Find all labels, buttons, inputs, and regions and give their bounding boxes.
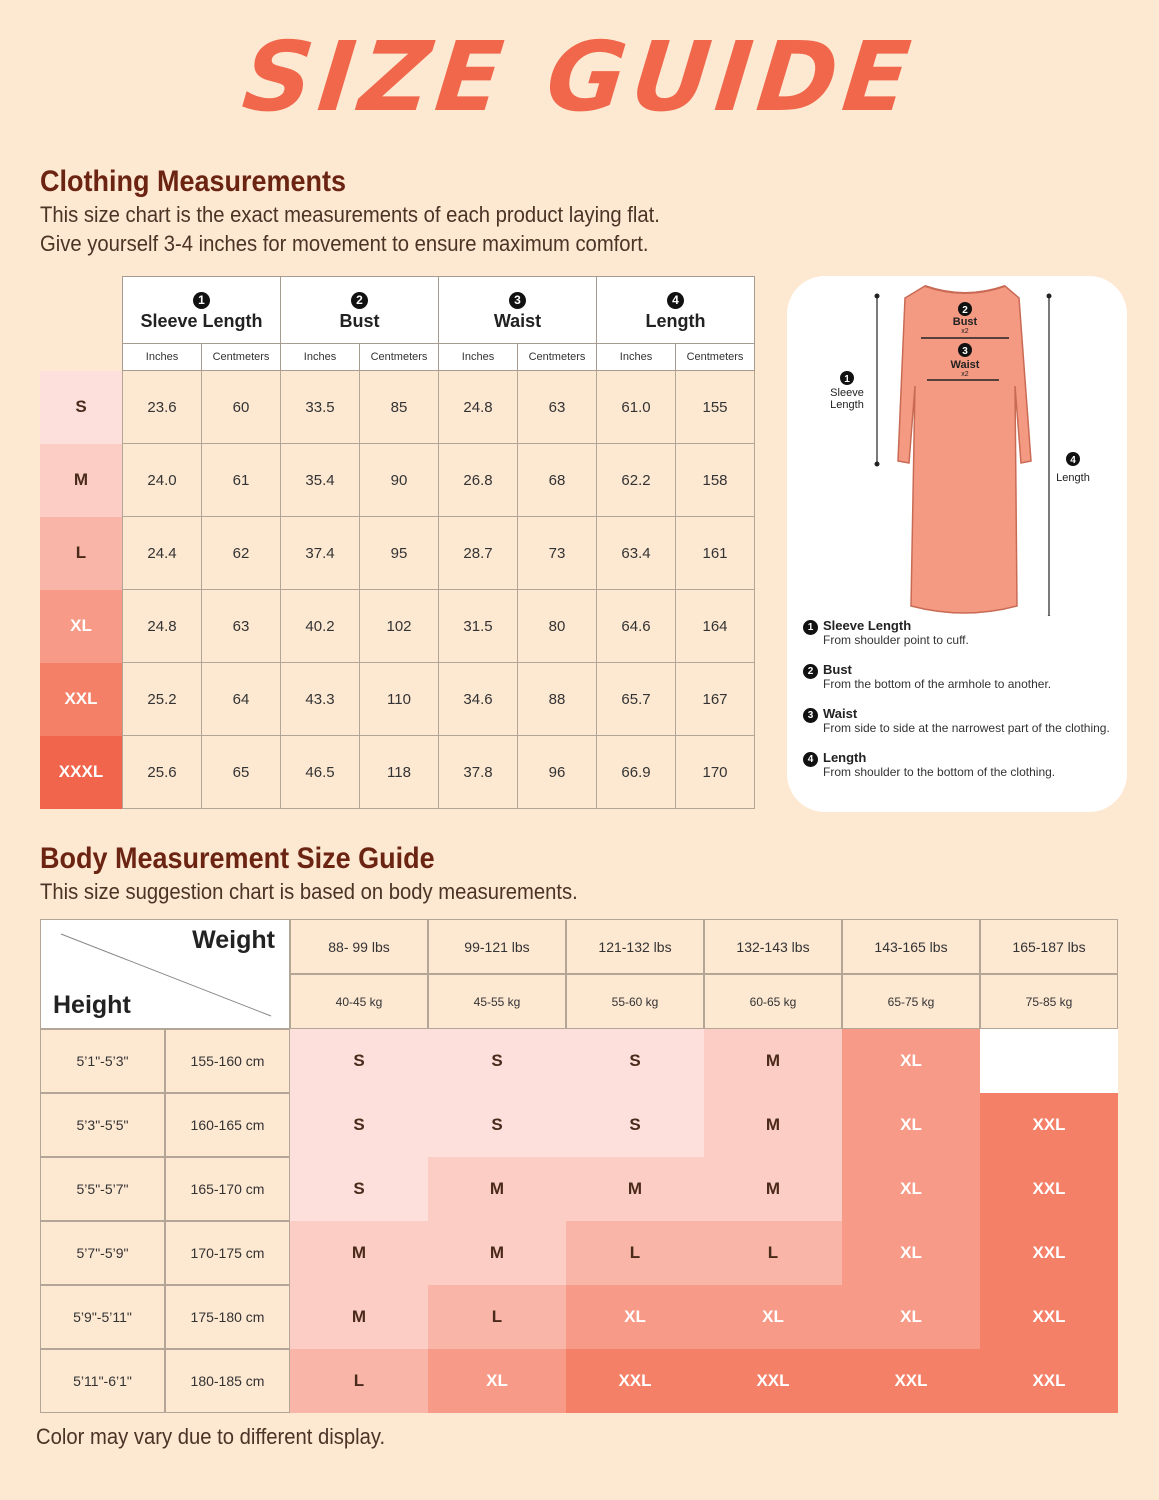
size-suggestion: XXL	[980, 1093, 1118, 1157]
value-centimeters: 110	[360, 663, 439, 736]
empty-cell	[980, 1029, 1118, 1093]
height-cm-label: 165-170 cm	[165, 1157, 290, 1221]
length-label: Length	[1056, 472, 1090, 484]
column-group-label: Length	[645, 311, 706, 331]
size-suggestion: S	[290, 1029, 428, 1093]
size-suggestion: XL	[842, 1029, 980, 1093]
column-group-0	[123, 277, 281, 344]
height-ft-label: 5’5"-5’7"	[40, 1157, 165, 1221]
table-corner	[40, 277, 123, 371]
column-group-label: Waist	[493, 311, 542, 331]
height-cm-label: 170-175 cm	[165, 1221, 290, 1285]
size-suggestion: XXL	[980, 1157, 1118, 1221]
legend-title: Sleeve Length	[823, 618, 912, 633]
value-centimeters: 65	[202, 736, 281, 809]
size-suggestion: L	[566, 1221, 704, 1285]
size-suggestion: M	[428, 1221, 566, 1285]
size-label: XL	[40, 590, 123, 663]
legend-desc: From shoulder point to cuff.	[823, 633, 969, 647]
value-centimeters: 63	[202, 590, 281, 663]
value-inches: 37.4	[281, 517, 360, 590]
legend-title: Bust	[823, 662, 852, 677]
value-inches: 61.0	[597, 371, 676, 444]
waist-label: Waist	[950, 359, 980, 371]
size-suggestion: XXL	[842, 1349, 980, 1413]
size-label: XXXL	[40, 736, 123, 809]
sleeve-label-2: Length	[830, 399, 864, 411]
size-suggestion: XXL	[704, 1349, 842, 1413]
size-suggestion: XL	[704, 1285, 842, 1349]
table-unit-header-row	[40, 344, 755, 371]
value-centimeters: 118	[360, 736, 439, 809]
svg-text:1: 1	[844, 374, 850, 385]
svg-text:2: 2	[962, 305, 968, 316]
clothing-desc-1: This size chart is the exact measurements of each product laying flat.	[40, 202, 660, 227]
svg-text:3: 3	[962, 346, 968, 357]
value-inches: 34.6	[439, 663, 518, 736]
value-inches: 25.2	[123, 663, 202, 736]
legend-desc: From shoulder to the bottom of the clothing.	[823, 765, 1056, 779]
weight-lbs-header: 143-165 lbs	[842, 919, 980, 974]
column-group-label: Sleeve Length	[140, 311, 263, 331]
unit-centimeters: Centmeters	[202, 344, 281, 371]
value-inches: 35.4	[281, 444, 360, 517]
waist-x2-label: x2	[961, 371, 969, 378]
sleeve-label-1: Sleeve	[830, 387, 864, 399]
dress-diagram-card	[787, 276, 1127, 812]
value-centimeters: 88	[518, 663, 597, 736]
value-inches: 24.8	[123, 590, 202, 663]
body-heading: Body Measurement Size Guide	[40, 842, 435, 875]
value-centimeters: 164	[676, 590, 755, 663]
height-ft-label: 5’11"-6’1"	[40, 1349, 165, 1413]
size-suggestion: XL	[842, 1221, 980, 1285]
size-suggestion: XXL	[980, 1221, 1118, 1285]
value-inches: 28.7	[439, 517, 518, 590]
value-inches: 24.4	[123, 517, 202, 590]
legend-desc: From side to side at the narrowest part of the clothing.	[823, 721, 1110, 735]
size-suggestion: XL	[566, 1285, 704, 1349]
body-desc: This size suggestion chart is based on body measurements.	[40, 879, 578, 904]
value-centimeters: 62	[202, 517, 281, 590]
value-inches: 63.4	[597, 517, 676, 590]
bust-x2-label: x2	[961, 328, 969, 335]
column-group-3	[597, 277, 755, 344]
value-inches: 33.5	[281, 371, 360, 444]
weight-label: Weight	[192, 926, 275, 954]
table-row	[40, 663, 755, 736]
weight-lbs-header: 132-143 lbs	[704, 919, 842, 974]
value-inches: 65.7	[597, 663, 676, 736]
clothing-desc-2: Give yourself 3-4 inches for movement to ensure maximum comfort.	[40, 231, 649, 256]
value-centimeters: 158	[676, 444, 755, 517]
page-title: SIZE GUIDE	[238, 21, 921, 133]
clothing-measurements-table	[40, 276, 755, 809]
height-cm-label: 175-180 cm	[165, 1285, 290, 1349]
value-centimeters: 68	[518, 444, 597, 517]
size-suggestion: XXL	[980, 1285, 1118, 1349]
number-marker: 2	[803, 664, 818, 679]
size-suggestion: XL	[428, 1349, 566, 1413]
unit-inches: Inches	[439, 344, 518, 371]
value-inches: 31.5	[439, 590, 518, 663]
value-inches: 24.0	[123, 444, 202, 517]
value-inches: 66.9	[597, 736, 676, 809]
column-group-2	[439, 277, 597, 344]
size-suggestion: M	[704, 1093, 842, 1157]
value-centimeters: 80	[518, 590, 597, 663]
height-cm-label: 155-160 cm	[165, 1029, 290, 1093]
unit-centimeters: Centmeters	[676, 344, 755, 371]
unit-centimeters: Centmeters	[518, 344, 597, 371]
size-suggestion: M	[704, 1157, 842, 1221]
value-inches: 25.6	[123, 736, 202, 809]
size-suggestion: XL	[842, 1285, 980, 1349]
size-suggestion: S	[428, 1093, 566, 1157]
size-suggestion: M	[704, 1029, 842, 1093]
size-suggestion: XL	[842, 1157, 980, 1221]
size-suggestion: S	[428, 1029, 566, 1093]
number-marker: 3	[509, 292, 526, 309]
value-inches: 46.5	[281, 736, 360, 809]
unit-inches: Inches	[597, 344, 676, 371]
value-centimeters: 63	[518, 371, 597, 444]
unit-inches: Inches	[123, 344, 202, 371]
color-note: Color may vary due to different display.	[36, 1424, 386, 1449]
size-label: S	[40, 371, 123, 444]
value-centimeters: 85	[360, 371, 439, 444]
size-suggestion: L	[428, 1285, 566, 1349]
table-row	[40, 590, 755, 663]
dress-shape	[898, 286, 1031, 613]
clothing-heading: Clothing Measurements	[40, 165, 347, 198]
weight-lbs-header: 121-132 lbs	[566, 919, 704, 974]
value-centimeters: 64	[202, 663, 281, 736]
number-marker: 1	[803, 620, 818, 635]
size-suggestion: M	[566, 1157, 704, 1221]
value-inches: 26.8	[439, 444, 518, 517]
table-row	[40, 371, 755, 444]
legend-desc: From the bottom of the armhole to another.	[823, 677, 1052, 691]
value-centimeters: 96	[518, 736, 597, 809]
height-label: Height	[53, 991, 131, 1019]
table-row	[40, 736, 755, 809]
number-marker: 4	[667, 292, 684, 309]
value-centimeters: 167	[676, 663, 755, 736]
size-suggestion: L	[704, 1221, 842, 1285]
table-group-header-row	[40, 277, 755, 344]
legend-title: Length	[823, 750, 867, 765]
size-suggestion: S	[290, 1157, 428, 1221]
size-label: XXL	[40, 663, 123, 736]
weight-kg-header: 75-85 kg	[980, 974, 1118, 1029]
height-ft-label: 5’9"-5’11"	[40, 1285, 165, 1349]
value-centimeters: 90	[360, 444, 439, 517]
height-ft-label: 5’3"-5’5"	[40, 1093, 165, 1157]
height-cm-label: 180-185 cm	[165, 1349, 290, 1413]
number-marker: 2	[351, 292, 368, 309]
value-centimeters: 170	[676, 736, 755, 809]
size-label: M	[40, 444, 123, 517]
value-centimeters: 61	[202, 444, 281, 517]
size-suggestion: S	[290, 1093, 428, 1157]
value-inches: 24.8	[439, 371, 518, 444]
size-suggestion: M	[428, 1157, 566, 1221]
value-centimeters: 161	[676, 517, 755, 590]
size-suggestion: XXL	[566, 1349, 704, 1413]
svg-text:4: 4	[1070, 455, 1076, 466]
weight-kg-header: 40-45 kg	[290, 974, 428, 1029]
number-marker: 4	[803, 752, 818, 767]
weight-lbs-header: 99-121 lbs	[428, 919, 566, 974]
weight-height-corner	[40, 919, 290, 1029]
size-suggestion: S	[566, 1093, 704, 1157]
height-ft-label: 5’1"-5’3"	[40, 1029, 165, 1093]
column-group-label: Bust	[339, 311, 380, 331]
size-suggestion: XL	[842, 1093, 980, 1157]
size-suggestion: M	[290, 1221, 428, 1285]
size-suggestion: L	[290, 1349, 428, 1413]
weight-kg-header: 65-75 kg	[842, 974, 980, 1029]
value-centimeters: 73	[518, 517, 597, 590]
value-inches: 37.8	[439, 736, 518, 809]
size-suggestion: S	[566, 1029, 704, 1093]
value-inches: 40.2	[281, 590, 360, 663]
size-suggestion: XXL	[980, 1349, 1118, 1413]
value-centimeters: 155	[676, 371, 755, 444]
number-marker: 3	[803, 708, 818, 723]
table-row	[40, 517, 755, 590]
weight-kg-header: 60-65 kg	[704, 974, 842, 1029]
weight-lbs-header: 88- 99 lbs	[290, 919, 428, 974]
unit-centimeters: Centmeters	[360, 344, 439, 371]
value-centimeters: 60	[202, 371, 281, 444]
weight-kg-header: 55-60 kg	[566, 974, 704, 1029]
bust-label: Bust	[952, 316, 978, 328]
number-marker: 1	[193, 292, 210, 309]
weight-lbs-header: 165-187 lbs	[980, 919, 1118, 974]
table-row	[40, 444, 755, 517]
dress-diagram	[787, 276, 1127, 616]
unit-inches: Inches	[281, 344, 360, 371]
size-label: L	[40, 517, 123, 590]
legend-title: Waist	[823, 706, 858, 721]
value-centimeters: 102	[360, 590, 439, 663]
value-inches: 43.3	[281, 663, 360, 736]
value-inches: 62.2	[597, 444, 676, 517]
value-inches: 64.6	[597, 590, 676, 663]
height-ft-label: 5’7"-5’9"	[40, 1221, 165, 1285]
weight-kg-header: 45-55 kg	[428, 974, 566, 1029]
value-inches: 23.6	[123, 371, 202, 444]
size-suggestion: M	[290, 1285, 428, 1349]
value-centimeters: 95	[360, 517, 439, 590]
height-cm-label: 160-165 cm	[165, 1093, 290, 1157]
column-group-1	[281, 277, 439, 344]
